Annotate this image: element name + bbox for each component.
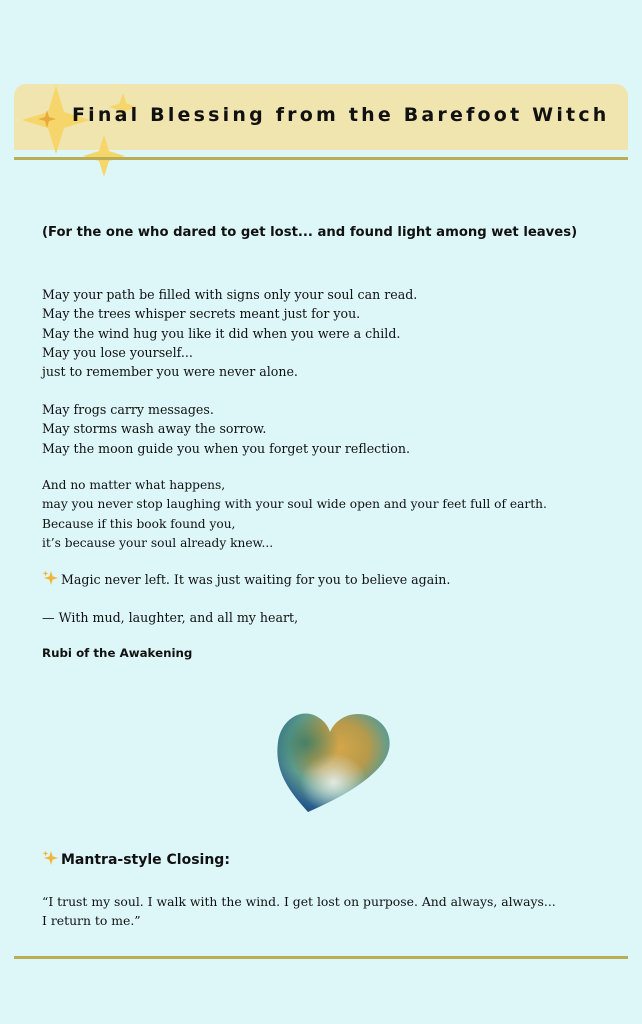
sparkle-icon bbox=[42, 850, 58, 866]
stanza-line: May frogs carry messages. bbox=[42, 402, 214, 417]
stanza-line: May your path be filled with signs only your soul can read. bbox=[42, 287, 418, 302]
stanza-line: May the moon guide you when you forget your reflection. bbox=[42, 440, 411, 456]
mantra-heading bbox=[42, 850, 230, 868]
mantra-heading-text: Mantra-style Closing: bbox=[61, 852, 230, 868]
footer-divider bbox=[14, 956, 628, 959]
page-title: Final Blessing from the Barefoot Witch bbox=[72, 104, 610, 126]
mantra-line: “I trust my soul. I walk with the wind. I get lost on purpose. And always, always... bbox=[42, 894, 556, 909]
stanza-line: May the wind hug you like it did when you were a child. bbox=[42, 325, 401, 341]
mantra-text bbox=[42, 892, 556, 931]
sparkle-emoji-icon bbox=[38, 110, 56, 128]
stanza-line: it’s because your soul already knew... bbox=[42, 535, 274, 550]
stanza-line: may you never stop laughing with your soul wide open and your feet full of earth. bbox=[42, 497, 547, 512]
magic-line bbox=[42, 570, 450, 589]
subtitle: (For the one who dared to get lost... and found light among wet leaves) bbox=[42, 225, 578, 240]
closing-line bbox=[42, 608, 298, 627]
header-divider bbox=[14, 157, 628, 160]
lower-star-icon bbox=[82, 134, 126, 178]
stanza-3 bbox=[42, 476, 547, 553]
sparkle-icon bbox=[42, 570, 58, 586]
watercolor-heart-icon bbox=[270, 702, 400, 824]
stanza-line: May storms wash away the sorrow. bbox=[42, 421, 267, 437]
magic-text: Magic never left. It was just waiting for you to believe again. bbox=[61, 572, 451, 587]
stanza-line: May the trees whisper secrets meant just for you. bbox=[42, 306, 361, 322]
mantra-line: I return to me.” bbox=[42, 913, 141, 929]
stanza-1 bbox=[42, 285, 417, 381]
stanza-2 bbox=[42, 400, 410, 458]
stanza-line: just to remember you were never alone. bbox=[42, 364, 298, 380]
stanza-line: And no matter what happens, bbox=[42, 478, 226, 492]
closing-text: — With mud, laughter, and all my heart, bbox=[42, 610, 299, 625]
stanza-line: May you lose yourself... bbox=[42, 344, 193, 360]
signature: Rubi of the Awakening bbox=[42, 646, 193, 660]
stanza-line: Because if this book found you, bbox=[42, 516, 236, 531]
